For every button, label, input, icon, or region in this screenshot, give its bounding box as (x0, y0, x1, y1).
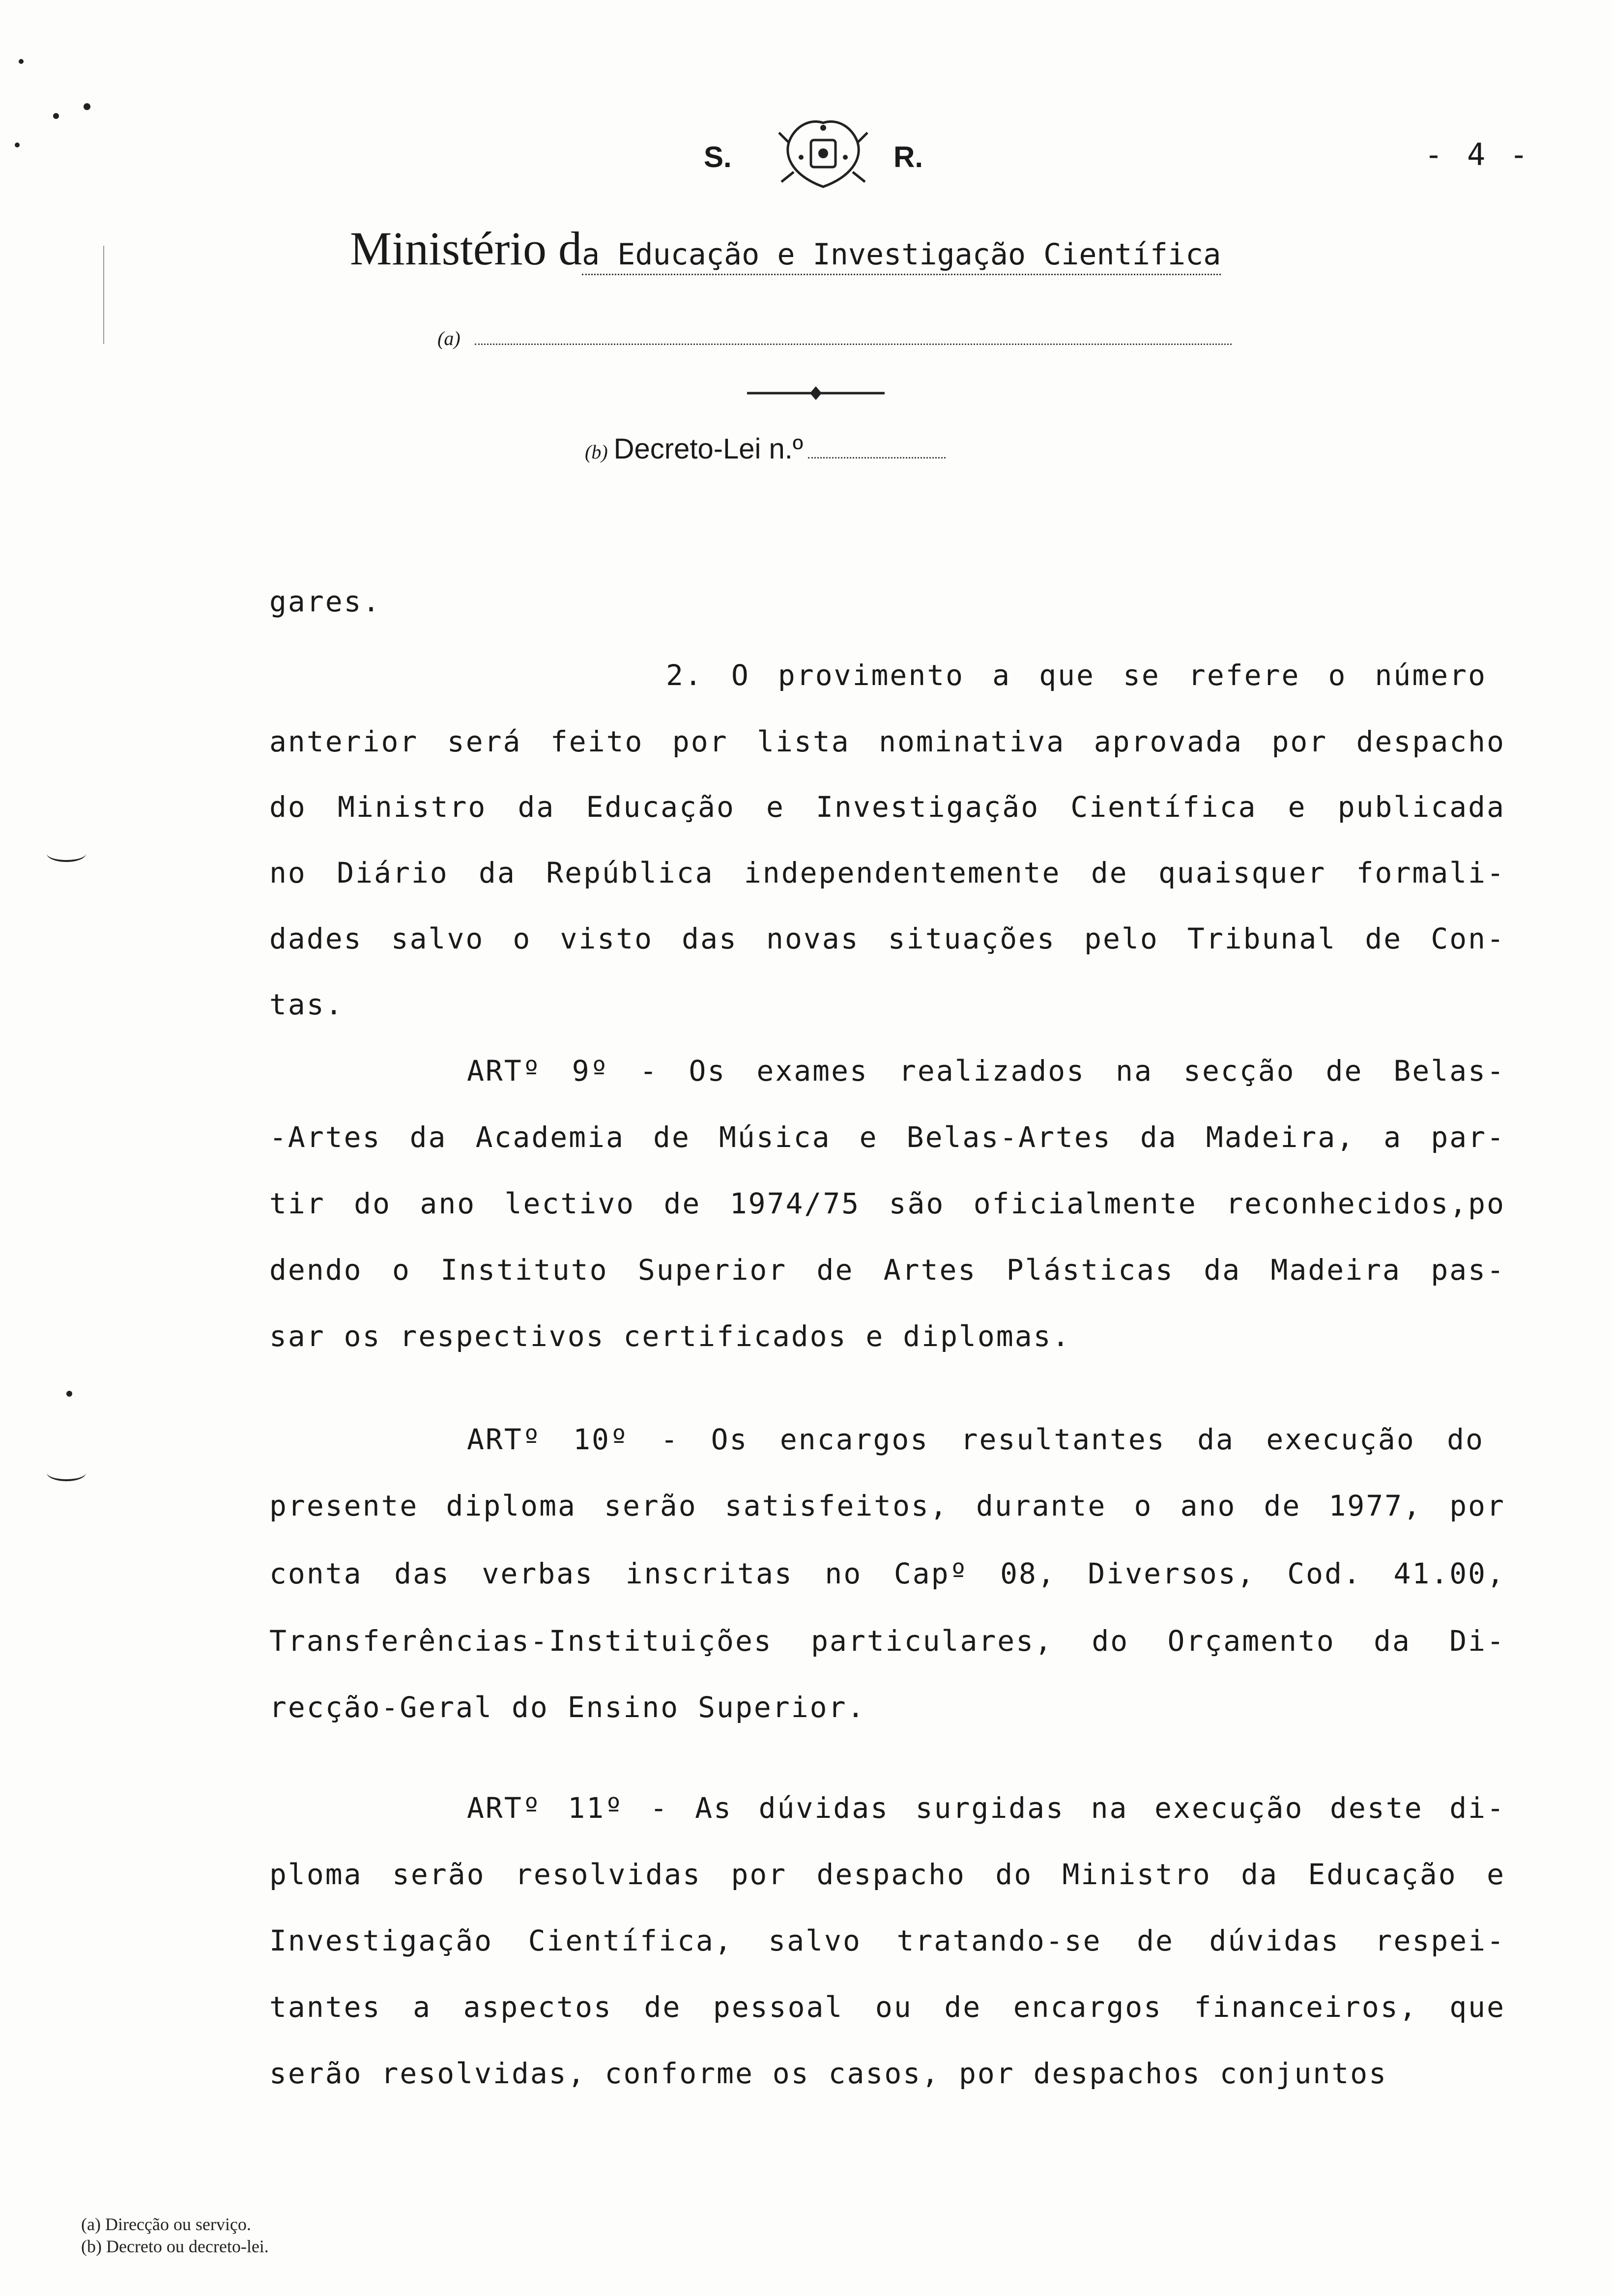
body-line: tas. (269, 988, 344, 1021)
body-line: tir do ano lectivo de 1974/75 são oficialmente reconhecidos,po (269, 1187, 1505, 1220)
page-number: - 4 - (1424, 137, 1531, 172)
article-9-heading-line: ARTº 9º - Os exames realizados na secção de Belas- (467, 1054, 1505, 1088)
margin-fold-line (103, 246, 104, 344)
footnote-a: (a) Direcção ou serviço. (81, 2214, 251, 2234)
ministry-heading (350, 221, 1221, 276)
s-letter: S. (704, 141, 732, 173)
service-marker: (a) (437, 327, 461, 349)
body-line: Transferências-Instituições particulares, do Orçamento da Di- (269, 1624, 1505, 1658)
punch-hole-mark (47, 845, 86, 862)
body-line: ploma serão resolvidas por despacho do Ministro da Educação e (269, 1858, 1505, 1891)
body-line: Investigação Científica, salvo tratando-se de dúvidas respei- (269, 1924, 1505, 1957)
body-line: 2. O provimento a que se refere o número (666, 659, 1487, 692)
body-line: gares. (269, 585, 381, 618)
punch-hole-mark (47, 1464, 86, 1481)
decree-label: Decreto-Lei n.º (613, 433, 804, 465)
divider-ornament-icon (747, 383, 885, 403)
body-line: sar os respectivos certificados e diplomas. (269, 1320, 1071, 1353)
body-line: tantes a aspectos de pessoal ou de encargos financeiros, que (269, 1990, 1505, 2024)
body-line: presente diploma serão satisfeitos, durante o ano de 1977, por (269, 1489, 1505, 1522)
ministry-name: a Educação e Investigação Científica (582, 237, 1221, 275)
scan-speck (84, 103, 90, 110)
service-field (475, 329, 1232, 345)
scan-speck (66, 1391, 72, 1397)
decree-marker: (b) (585, 441, 608, 463)
ministry-label: Ministério d (350, 222, 582, 275)
body-line: anterior será feito por lista nominativa aprovada por despacho (269, 725, 1505, 758)
scan-speck (53, 113, 59, 119)
body-line: do Ministro da Educação e Investigação Científica e publicada (269, 790, 1505, 824)
decree-line (585, 432, 946, 465)
r-letter: R. (893, 141, 923, 173)
coat-of-arms-icon (774, 113, 872, 197)
article-10-heading-line: ARTº 10º - Os encargos resultantes da execução do (467, 1423, 1484, 1456)
service-line (437, 327, 1232, 350)
scan-speck (19, 59, 24, 64)
decree-number-field (808, 442, 946, 459)
body-line: dades salvo o visto das novas situações pelo Tribunal de Con- (269, 922, 1505, 955)
body-line: recção-Geral do Ensino Superior. (269, 1691, 866, 1724)
body-line: dendo o Instituto Superior de Artes Plásticas da Madeira pas- (269, 1253, 1505, 1287)
footnote-b: (b) Decreto ou decreto-lei. (81, 2237, 269, 2256)
body-line: conta das verbas inscritas no Capº 08, Diversos, Cod. 41.00, (269, 1557, 1505, 1590)
article-11-heading-line: ARTº 11º - As dúvidas surgidas na execução deste di- (467, 1791, 1505, 1825)
body-line: no Diário da República independentemente de quaisquer formali- (269, 856, 1505, 890)
body-line: -Artes da Academia de Música e Belas-Artes da Madeira, a par- (269, 1120, 1505, 1154)
scan-speck (15, 143, 20, 147)
body-line: serão resolvidas, conforme os casos, por despachos conjuntos (269, 2057, 1388, 2090)
